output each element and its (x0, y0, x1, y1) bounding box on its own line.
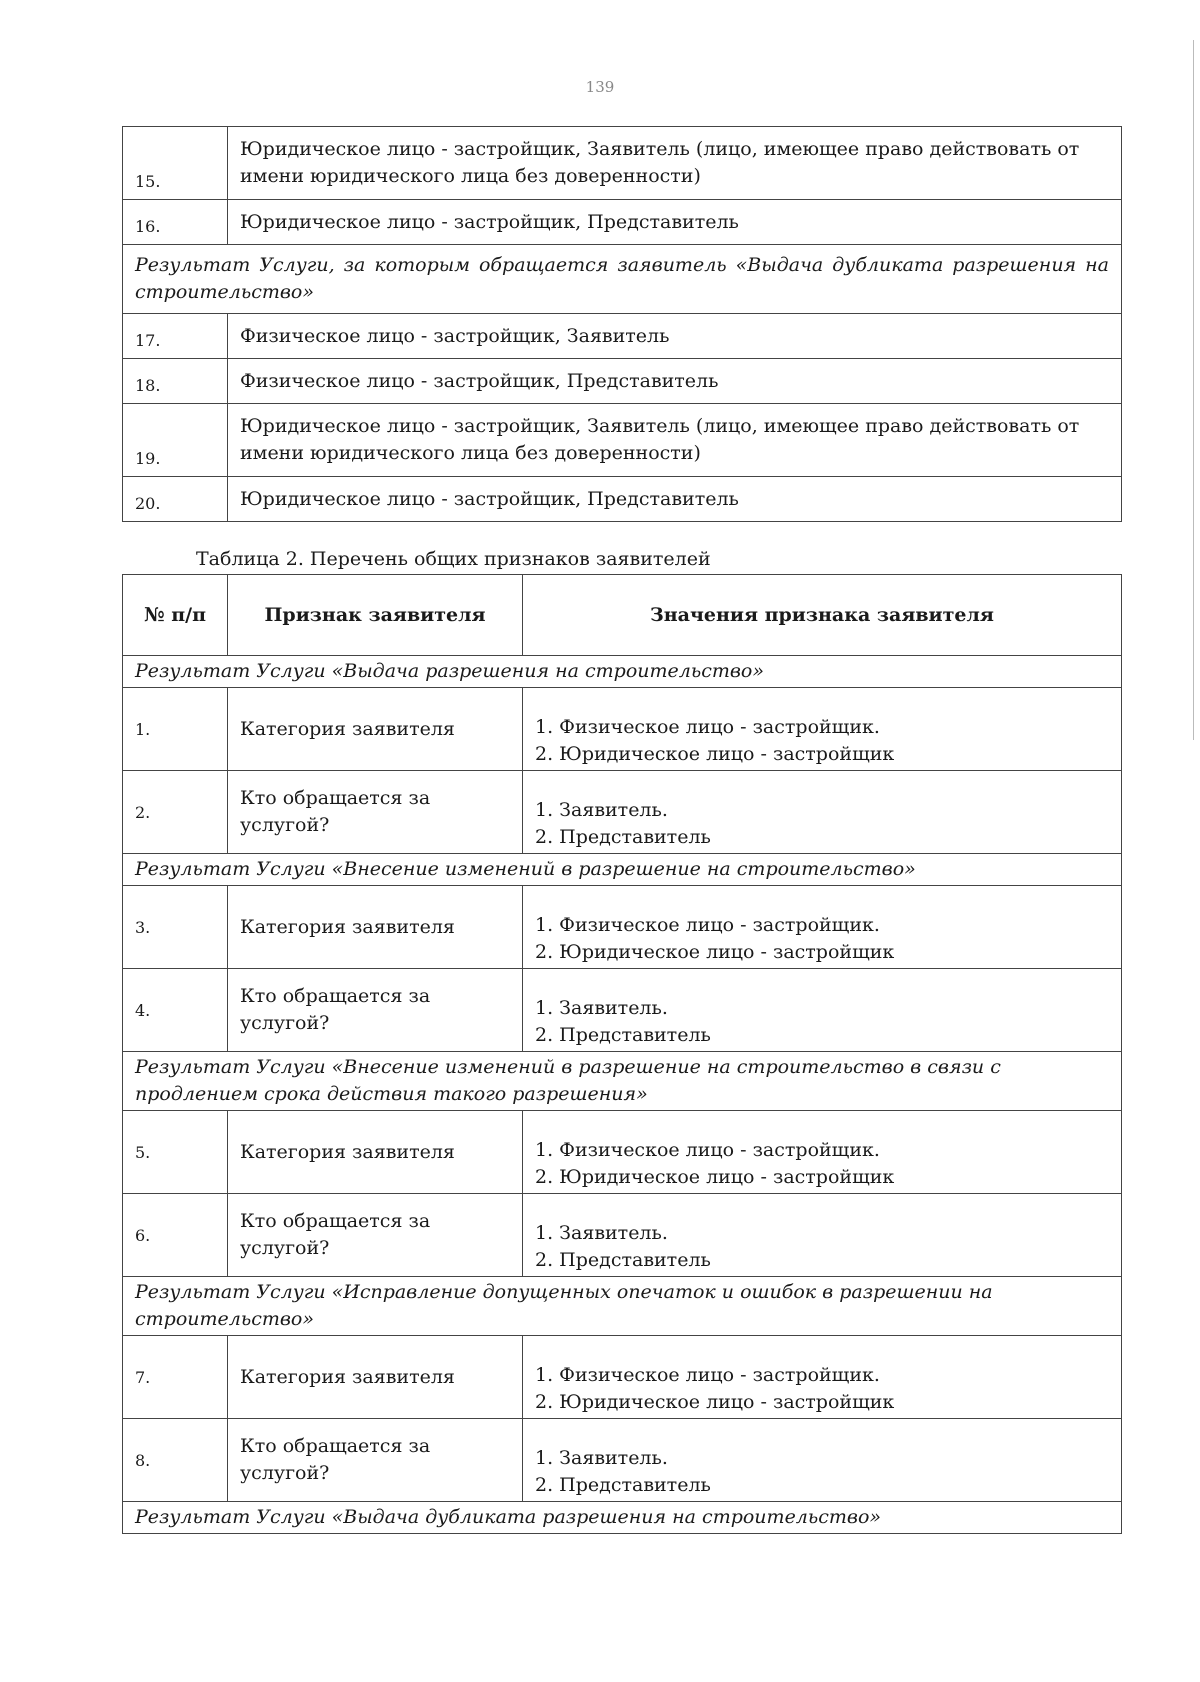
table-row (123, 886, 1122, 969)
table-row (123, 477, 1122, 522)
row-attribute: Кто обращается за услугой? (228, 1419, 523, 1502)
row-number: 5. (123, 1111, 228, 1194)
table-row (123, 1419, 1122, 1502)
scan-edge-line (1193, 40, 1194, 740)
section-row (123, 854, 1122, 886)
value-line: 2. Представитель (535, 1024, 711, 1046)
section-title: Результат Услуги «Выдача дубликата разрешения на строительство» (123, 1502, 1122, 1534)
row-text: Юридическое лицо - застройщик, Представитель (228, 200, 1122, 245)
row-attribute: Кто обращается за услугой? (228, 1194, 523, 1277)
table-row (123, 359, 1122, 404)
header-row (123, 575, 1122, 656)
section-row (123, 1052, 1122, 1111)
row-number: 1. (123, 688, 228, 771)
table-row (123, 200, 1122, 245)
row-number: 16. (123, 200, 228, 245)
table-row (123, 688, 1122, 771)
row-text: Физическое лицо - застройщик, Заявитель (228, 314, 1122, 359)
row-attribute: Кто обращается за услугой? (228, 771, 523, 854)
row-number: 19. (123, 404, 228, 477)
value-line: 1. Заявитель. (535, 1447, 668, 1469)
row-values (523, 1419, 1122, 1502)
row-values (523, 771, 1122, 854)
row-text: Юридическое лицо - застройщик, Заявитель (лицо, имеющее право действовать от имени юридического лица без доверенности) (228, 127, 1122, 200)
table-row (123, 404, 1122, 477)
applicant-attributes-table (122, 574, 1122, 1534)
row-text: Юридическое лицо - застройщик, Заявитель (лицо, имеющее право действовать от имени юридического лица без доверенности) (228, 404, 1122, 477)
table-row (123, 1336, 1122, 1419)
row-number: 8. (123, 1419, 228, 1502)
table-row (123, 1111, 1122, 1194)
value-line: 2. Юридическое лицо - застройщик (535, 743, 895, 765)
table-row (123, 969, 1122, 1052)
header-number: № п/п (123, 575, 228, 656)
value-line: 1. Заявитель. (535, 997, 668, 1019)
row-attribute: Категория заявителя (228, 886, 523, 969)
value-line: 2. Представитель (535, 826, 711, 848)
row-attribute: Категория заявителя (228, 688, 523, 771)
row-number: 3. (123, 886, 228, 969)
applicants-table-continued (122, 126, 1122, 522)
row-values (523, 969, 1122, 1052)
value-line: 1. Заявитель. (535, 1222, 668, 1244)
section-row (123, 656, 1122, 688)
row-text: Физическое лицо - застройщик, Представитель (228, 359, 1122, 404)
row-attribute: Категория заявителя (228, 1336, 523, 1419)
page-number: 139 (585, 78, 615, 96)
row-values (523, 1336, 1122, 1419)
section-row (123, 1502, 1122, 1534)
row-attribute: Кто обращается за услугой? (228, 969, 523, 1052)
value-line: 2. Юридическое лицо - застройщик (535, 1391, 895, 1413)
value-line: 2. Представитель (535, 1249, 711, 1271)
table-row (123, 314, 1122, 359)
value-line: 1. Физическое лицо - застройщик. (535, 1139, 880, 1161)
row-number: 4. (123, 969, 228, 1052)
value-line: 1. Физическое лицо - застройщик. (535, 1364, 880, 1386)
row-number: 20. (123, 477, 228, 522)
table-caption: Таблица 2. Перечень общих признаков заявителей (196, 548, 711, 570)
row-number: 17. (123, 314, 228, 359)
row-attribute: Категория заявителя (228, 1111, 523, 1194)
value-line: 2. Юридическое лицо - застройщик (535, 1166, 895, 1188)
header-attribute: Признак заявителя (228, 575, 523, 656)
header-values: Значения признака заявителя (523, 575, 1122, 656)
row-number: 18. (123, 359, 228, 404)
value-line: 2. Представитель (535, 1474, 711, 1496)
row-number: 15. (123, 127, 228, 200)
section-title: Результат Услуги «Исправление допущенных опечаток и ошибок в разрешении на строительство» (123, 1277, 1122, 1336)
section-title: Результат Услуги «Внесение изменений в разрешение на строительство» (123, 854, 1122, 886)
row-number: 7. (123, 1336, 228, 1419)
value-line: 1. Физическое лицо - застройщик. (535, 914, 880, 936)
table-row (123, 771, 1122, 854)
value-line: 1. Физическое лицо - застройщик. (535, 716, 880, 738)
row-number: 6. (123, 1194, 228, 1277)
row-text: Юридическое лицо - застройщик, Представитель (228, 477, 1122, 522)
section-row (123, 245, 1122, 314)
row-number: 2. (123, 771, 228, 854)
row-values (523, 688, 1122, 771)
value-line: 2. Юридическое лицо - застройщик (535, 941, 895, 963)
section-title: Результат Услуги «Внесение изменений в разрешение на строительство в связи с продлением срока действия такого разрешения» (123, 1052, 1122, 1111)
section-row (123, 1277, 1122, 1336)
row-values (523, 1111, 1122, 1194)
table-row (123, 1194, 1122, 1277)
row-values (523, 886, 1122, 969)
row-values (523, 1194, 1122, 1277)
value-line: 1. Заявитель. (535, 799, 668, 821)
section-title: Результат Услуги, за которым обращается заявитель «Выдача дубликата разрешения на строительство» (123, 245, 1122, 314)
section-title: Результат Услуги «Выдача разрешения на строительство» (123, 656, 1122, 688)
table-row (123, 127, 1122, 200)
